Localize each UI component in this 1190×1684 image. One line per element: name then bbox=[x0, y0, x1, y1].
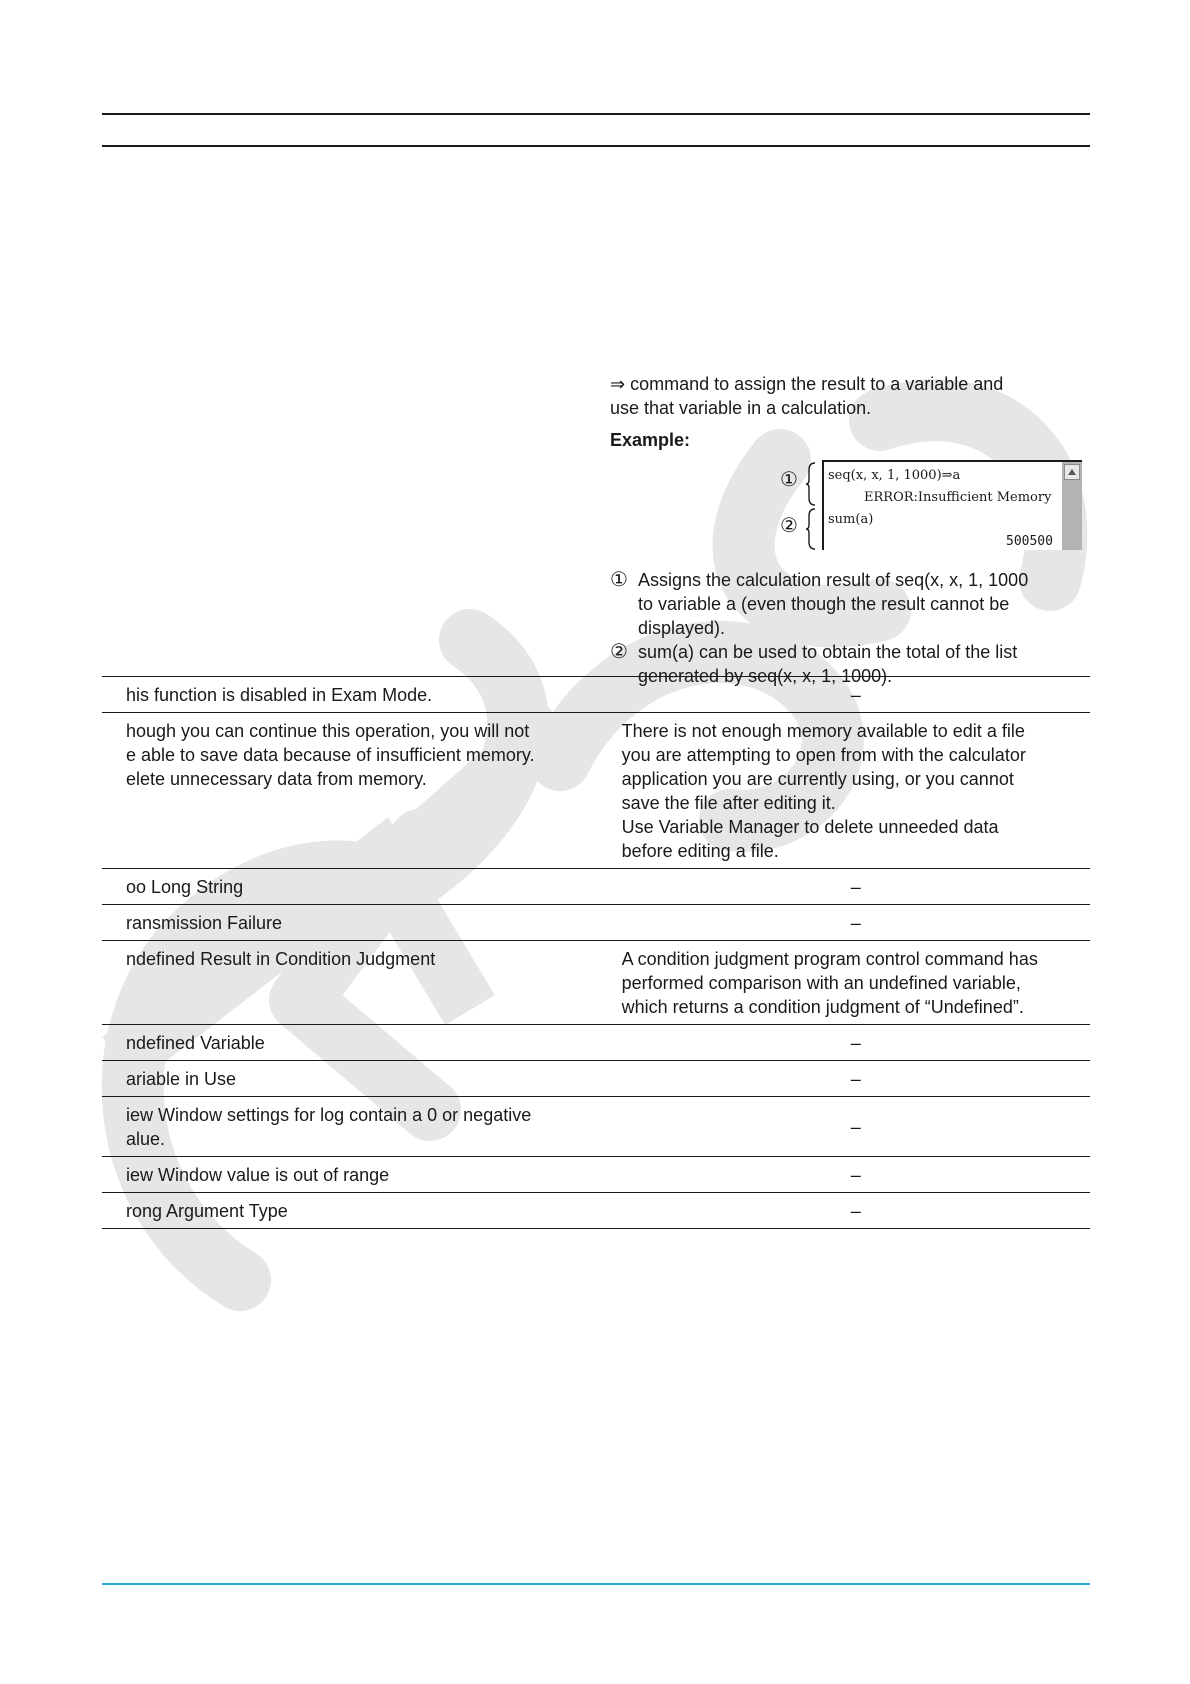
brace-icon bbox=[806, 508, 816, 550]
error-description-line: – bbox=[850, 877, 861, 897]
screen-scrollbar[interactable] bbox=[1062, 462, 1082, 550]
error-description-line: – bbox=[850, 1165, 861, 1185]
error-description-line: – bbox=[850, 1201, 861, 1221]
error-description-line: which returns a condition judgment of “Undefined”. bbox=[621, 997, 1024, 1017]
table-row bbox=[102, 1061, 1090, 1097]
error-description-line: you are attempting to open from with the calculator bbox=[621, 745, 1026, 765]
notes-list bbox=[610, 568, 1080, 688]
error-table-body bbox=[102, 677, 1090, 1229]
error-message-line: his function is disabled in Exam Mode. bbox=[126, 685, 433, 705]
error-description-cell bbox=[622, 677, 1090, 713]
note-line: Assigns the calculation result of seq(x, x, 1, 1000 bbox=[638, 570, 1029, 590]
brace-icon bbox=[806, 462, 816, 506]
error-message-cell bbox=[102, 941, 622, 1025]
error-message-line: ndefined Variable bbox=[126, 1033, 265, 1053]
table-row bbox=[102, 905, 1090, 941]
error-message-line: elete unnecessary data from memory. bbox=[126, 769, 427, 789]
error-message-cell bbox=[102, 1193, 622, 1229]
error-message-line: ransmission Failure bbox=[126, 913, 283, 933]
continuation-line-2: use that variable in a calculation. bbox=[610, 398, 872, 418]
error-description-cell bbox=[622, 941, 1090, 1025]
header-rule-bottom bbox=[102, 145, 1090, 147]
marker-2: ② bbox=[780, 515, 798, 537]
error-message-cell bbox=[102, 677, 622, 713]
error-message-cell bbox=[102, 869, 622, 905]
footer-rule bbox=[102, 1583, 1090, 1585]
table-row bbox=[102, 1097, 1090, 1157]
error-message-line: iew Window settings for log contain a 0 or negative bbox=[126, 1105, 532, 1125]
error-description-cell bbox=[622, 905, 1090, 941]
error-description-cell bbox=[622, 1097, 1090, 1157]
table-row bbox=[102, 1025, 1090, 1061]
error-message-line: iew Window value is out of range bbox=[126, 1165, 390, 1185]
error-description-line: A condition judgment program control command has bbox=[621, 949, 1038, 969]
error-description-cell bbox=[622, 869, 1090, 905]
error-message-line: ndefined Result in Condition Judgment bbox=[126, 949, 436, 969]
error-description-line: – bbox=[850, 1069, 861, 1089]
error-description-line: – bbox=[850, 685, 861, 705]
screen-line-1: seq(x, x, 1, 1000)⇒a bbox=[828, 468, 961, 483]
table-row bbox=[102, 713, 1090, 869]
error-message-cell bbox=[102, 1025, 622, 1061]
error-description-line: application you are currently using, or you cannot bbox=[621, 769, 1014, 789]
table-row bbox=[102, 941, 1090, 1025]
continuation-line-1: ⇒ command to assign the result to a variable and bbox=[610, 374, 1004, 394]
error-message-line: alue. bbox=[126, 1129, 166, 1149]
screen-line-2: ERROR:Insufficient Memory bbox=[864, 490, 1052, 505]
error-message-line: ariable in Use bbox=[126, 1069, 237, 1089]
error-message-line: hough you can continue this operation, you will not bbox=[126, 721, 530, 741]
note-line: displayed). bbox=[638, 618, 726, 638]
error-description-line: There is not enough memory available to edit a file bbox=[621, 721, 1025, 741]
error-message-line: rong Argument Type bbox=[126, 1201, 288, 1221]
error-description-line: Use Variable Manager to delete unneeded data bbox=[621, 817, 999, 837]
error-description-cell bbox=[622, 1157, 1090, 1193]
error-message-cell bbox=[102, 1097, 622, 1157]
error-message-cell bbox=[102, 905, 622, 941]
note-line: generated by seq(x, x, 1, 1000). bbox=[638, 666, 893, 686]
note-marker: ② bbox=[610, 641, 628, 663]
error-description-line: – bbox=[850, 1117, 861, 1137]
example-label: Example: bbox=[610, 430, 691, 450]
error-description-line: – bbox=[850, 1033, 861, 1053]
error-description-line: save the file after editing it. bbox=[621, 793, 836, 813]
error-description-line: performed comparison with an undefined variable, bbox=[621, 973, 1021, 993]
error-message-line: e able to save data because of insufficient memory. bbox=[126, 745, 535, 765]
error-message-line: oo Long String bbox=[126, 877, 244, 897]
error-message-cell bbox=[102, 1061, 622, 1097]
continuation-block bbox=[610, 372, 1080, 688]
table-row bbox=[102, 1193, 1090, 1229]
screen-line-3: sum(a) bbox=[828, 512, 874, 527]
note-line: sum(a) can be used to obtain the total of the list bbox=[638, 642, 1018, 662]
table-row bbox=[102, 1157, 1090, 1193]
note-marker: ① bbox=[610, 569, 628, 591]
scroll-up-icon[interactable] bbox=[1064, 464, 1080, 480]
error-message-cell bbox=[102, 713, 622, 869]
error-description-line: before editing a file. bbox=[621, 841, 779, 861]
note-item bbox=[610, 568, 1080, 640]
error-message-cell bbox=[102, 1157, 622, 1193]
table-row bbox=[102, 869, 1090, 905]
table-row bbox=[102, 677, 1090, 713]
error-description-line: – bbox=[850, 913, 861, 933]
error-description-cell bbox=[622, 1061, 1090, 1097]
note-line: to variable a (even though the result cannot be bbox=[638, 594, 1010, 614]
error-description-cell bbox=[622, 713, 1090, 869]
example-screen-area bbox=[610, 458, 1080, 558]
calculator-screen bbox=[822, 460, 1082, 550]
header-rule-top bbox=[102, 113, 1090, 115]
error-description-cell bbox=[622, 1193, 1090, 1229]
error-message-table bbox=[102, 676, 1090, 1229]
screen-line-4: 500500 bbox=[1006, 534, 1053, 549]
error-description-cell bbox=[622, 1025, 1090, 1061]
marker-1: ① bbox=[780, 469, 798, 491]
